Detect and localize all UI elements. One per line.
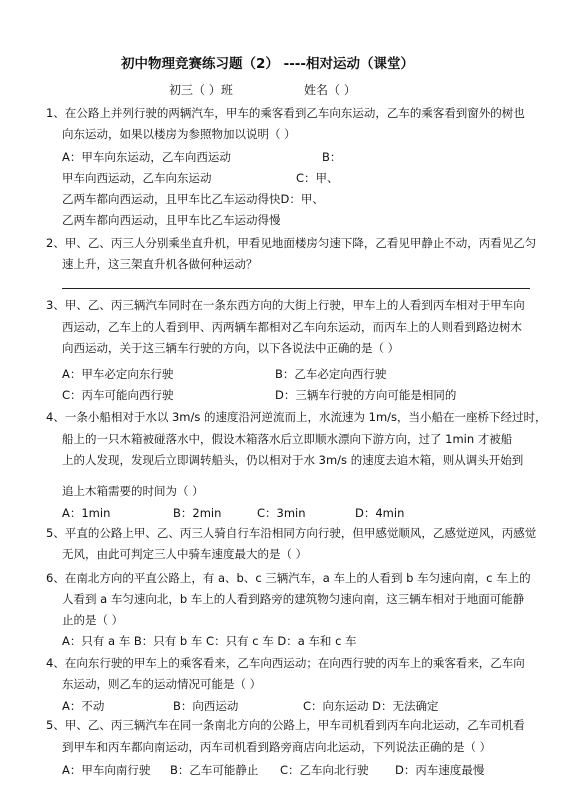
q7-line-2: 东运动，则乙车的运动情况可能是（ ） xyxy=(62,677,262,691)
q3-option-a: A：甲车必定向东行驶 xyxy=(62,367,174,381)
answer-line xyxy=(62,288,530,289)
q1-option-c-text: 乙两车都向西运动，且甲车比乙车运动得快D：甲、 xyxy=(62,192,324,206)
class-line: 初三（ ）班 xyxy=(169,83,233,97)
q3-option-c: C：丙车可能向西行驶 xyxy=(62,388,174,402)
q4-line-3: 上的人发现，发现后立即调转船头，仍以相对于水 3m/s 的速度去追木箱，则从调头开始到 xyxy=(62,453,524,467)
q4-line-1: 4、一条小船相对于水以 3m/s 的速度沿河逆流而上，水流速为 1m/s，当小船在一座桥下经过时， xyxy=(46,410,547,424)
q1-line-2: 向东运动，如果以楼房为参照物加以说明（ ） xyxy=(62,127,296,141)
q1-option-a: A：甲车向东运动，乙车向西运动 xyxy=(62,150,231,164)
q4-option-b: B：2min xyxy=(173,506,222,520)
q7-option-cd: C：向东运动 D：无法确定 xyxy=(303,699,439,713)
q7-line-1: 4、在向东行驶的甲车上的乘客看来，乙车向西运动；在向西行驶的丙车上的乘客看来，乙车向 xyxy=(46,656,525,670)
q5-line-1: 5、平直的公路上甲、乙、丙三人骑自行车沿相同方向行驶，但甲感觉顺风，乙感觉逆风，丙感觉 xyxy=(46,526,537,540)
q4-option-c: C：3min xyxy=(257,506,306,520)
q7-option-a: A：不动 xyxy=(62,699,105,713)
q2-line-1: 2、甲、乙、丙三人分别乘坐直升机，甲看见地面楼房匀速下降，乙看见甲静止不动，丙看见乙匀 xyxy=(46,236,537,250)
q7-option-b: B：向西运动 xyxy=(173,699,239,713)
q8-option-b: B：乙车可能静止 xyxy=(170,763,259,777)
q3-option-d: D：三辆车行驶的方向可能是相同的 xyxy=(275,388,457,402)
q2-line-2: 速上升，这三架直升机各做何种运动？ xyxy=(62,257,258,271)
q3-line-2: 西运动，乙车上的人看到甲、丙两辆车都相对乙车向东运动，而丙车上的人则看到路边树木 xyxy=(62,320,522,334)
q6-line-3: 止的是（ ） xyxy=(62,613,124,627)
q4-option-a: A：1min xyxy=(62,506,111,520)
q3-option-b: B：乙车必定向西行驶 xyxy=(275,367,387,381)
q3-line-1: 3、甲、乙、丙三辆汽车同时在一条东西方向的大街上行驶，甲车上的人看到丙车相对于甲车向 xyxy=(46,298,525,312)
q4-line-2: 船上的一只木箱被碰落水中，假设木箱落水后立即顺水漂向下游方向，过了 1min 才被船 xyxy=(62,432,513,446)
q8-line-2: 到甲车和丙车都向南运动，丙车司机看到路旁商店向北运动，下列说法正确的是（ ） xyxy=(62,740,492,754)
q8-option-d: D：丙车速度最慢 xyxy=(395,763,485,777)
q6-line-1: 6、在南北方向的平直公路上，有 a、b、c 三辆汽车，a 车上的人看到 b 车匀速向南，c 车上的 xyxy=(46,571,531,585)
q8-option-a: A：甲车向南行驶 xyxy=(62,763,151,777)
q1-option-b-label: B： xyxy=(322,150,342,164)
q8-line-1: 5、甲、乙、丙三辆汽车在同一条南北方向的公路上，甲车司机看到丙车向北运动，乙车司机看 xyxy=(46,718,525,732)
name-line: 姓名（ ） xyxy=(304,83,356,97)
q5-line-2: 无风，由此可判定三人中骑车速度最大的是（ ） xyxy=(62,547,308,561)
q8-option-c: C：乙车向北行驶 xyxy=(280,763,369,777)
q1-option-d-text: 乙两车都向西运动，且甲车比乙车运动得慢 xyxy=(62,213,281,227)
q1-option-c-label: C：甲、 xyxy=(296,171,339,185)
q6-line-2: 人看到 a 车匀速向北，b 车上的人看到路旁的建筑物匀速向南，这三辆车相对于地面可能静 xyxy=(62,592,525,606)
q3-line-3: 向西运动，关于这三辆车行驶的方向，以下各说法中正确的是（ ） xyxy=(62,341,400,355)
page-title: 初中物理竞赛练习题（2） ----相对运动（课堂） xyxy=(121,56,415,72)
q6-options: A：只有 a 车 B：只有 b 车 C：只有 c 车 D：a 车和 c 车 xyxy=(62,634,357,648)
q1-line-1: 1、在公路上并列行驶的两辆汽车，甲车的乘客看到乙车向东运动，乙车的乘客看到窗外的树也 xyxy=(46,106,525,120)
q4-option-d: D：4min xyxy=(355,506,405,520)
q1-option-b-text: 甲车向西运动，乙车向东运动 xyxy=(62,171,212,185)
q4-line-4: 追上木箱需要的时间为（ ） xyxy=(62,484,204,498)
